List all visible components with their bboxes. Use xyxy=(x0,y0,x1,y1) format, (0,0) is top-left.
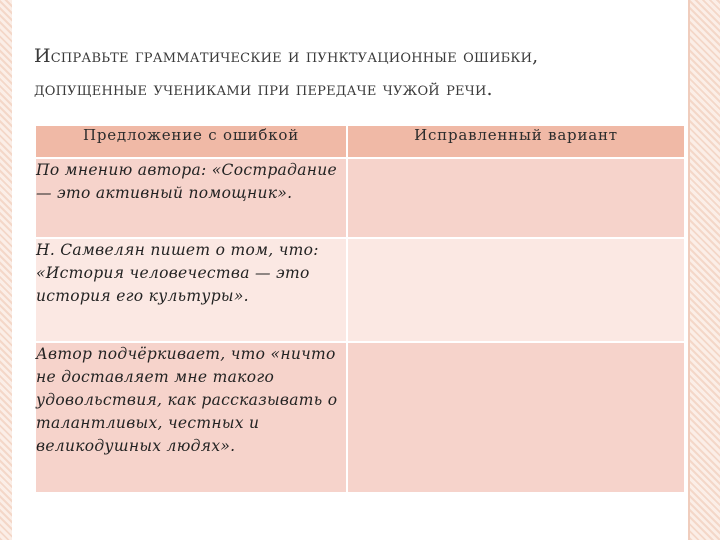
slide-title-line-1: Исправьте грамматические и пунктуационные ошибки, xyxy=(34,45,539,67)
slide-title-line-2: допущенные учениками при передаче чужой речи. xyxy=(34,78,493,100)
slide-title xyxy=(34,40,674,106)
frame-divider-line xyxy=(688,0,690,540)
error-sentence-cell: Н. Самвелян пишет о том, что: «История человечества — это история его культуры». xyxy=(36,238,347,342)
table-row xyxy=(36,158,684,238)
decorative-frame-left xyxy=(0,0,12,540)
table-row xyxy=(36,238,684,342)
exercise-table xyxy=(36,126,684,492)
decorative-frame-right xyxy=(690,0,720,540)
table-header-row xyxy=(36,126,684,158)
error-sentence-cell: Автор подчёркивает, что «ничто не доставляет мне такого удовольствия, как рассказывать о талантливых, честных и великодушных людях». xyxy=(36,342,347,492)
table-row xyxy=(36,342,684,492)
corrected-variant-cell[interactable] xyxy=(347,158,684,238)
column-header-error: Предложение с ошибкой xyxy=(36,126,347,158)
column-header-corrected: Исправленный вариант xyxy=(347,126,684,158)
corrected-variant-cell[interactable] xyxy=(347,238,684,342)
corrected-variant-cell[interactable] xyxy=(347,342,684,492)
error-sentence-cell: По мнению автора: «Сострадание — это активный помощник». xyxy=(36,158,347,238)
